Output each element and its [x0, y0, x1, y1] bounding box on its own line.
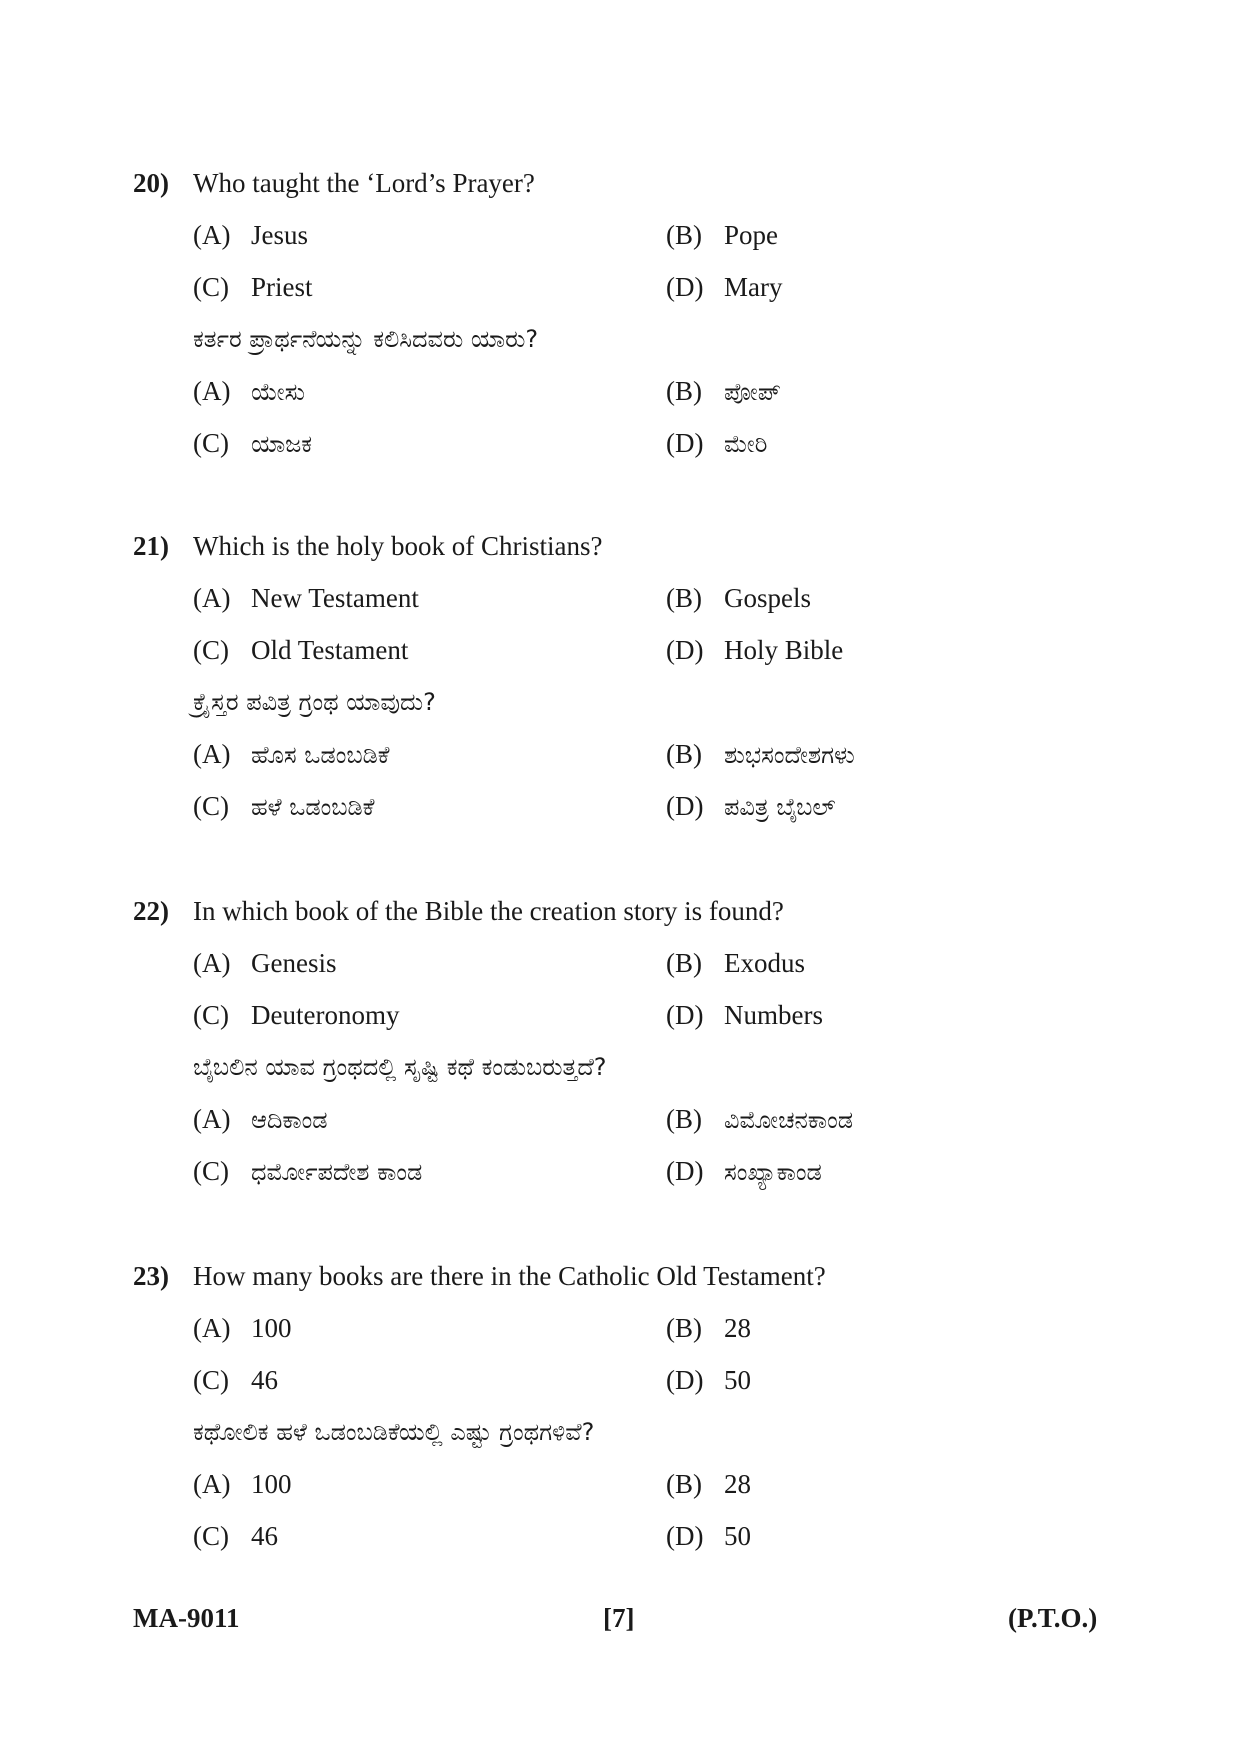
- option-row: [0, 209, 1241, 261]
- kannada-option-b: (B) ವಿಮೋಚನಕಾಂಡ: [666, 1104, 853, 1134]
- question-line: [0, 520, 1241, 572]
- kannada-option-d: (D) 50: [666, 1521, 751, 1551]
- question-text: In which book of the Bible the creation story is found?: [193, 896, 784, 926]
- option-b: (B) Pope: [666, 220, 778, 250]
- option-d: (D) Holy Bible: [666, 635, 844, 665]
- kannada-option-a: (A) ಯೇಸು: [193, 376, 305, 406]
- kannada-question-line: [0, 1041, 1241, 1093]
- kannada-option-row: [0, 1510, 1241, 1562]
- kannada-option-c: (C) ಯಾಜಕ: [193, 428, 313, 458]
- question-22: [0, 885, 1241, 1197]
- question-line: [0, 157, 1241, 209]
- kannada-option-row: [0, 1458, 1241, 1510]
- option-row: [0, 1302, 1241, 1354]
- option-row: [0, 989, 1241, 1041]
- option-row: [0, 572, 1241, 624]
- kannada-question-text: ಕ್ರೈಸ್ತರ ಪವಿತ್ರ ಗ್ರಂಥ ಯಾವುದು?: [193, 688, 436, 716]
- kannada-option-b: (B) ಶುಭಸಂದೇಶಗಳು: [666, 739, 855, 769]
- option-b: (B) Exodus: [666, 948, 805, 978]
- kannada-option-a: (A) ಹೊಸ ಒಡಂಬಡಿಕೆ: [193, 739, 390, 769]
- question-number: 23): [133, 1261, 169, 1291]
- kannada-question-text: ಕಥೋಲಿಕ ಹಳೆ ಒಡಂಬಡಿಕೆಯಲ್ಲಿ ಎಷ್ಟು ಗ್ರಂಥಗಳಿವೆ?: [193, 1418, 595, 1446]
- kannada-option-b: (B) 28: [666, 1469, 751, 1499]
- kannada-option-b: (B) ಪೋಪ್: [666, 376, 781, 406]
- kannada-option-d: (D) ಮೇರಿ: [666, 428, 768, 458]
- kannada-option-row: [0, 417, 1241, 469]
- kannada-option-a: (A) ಆದಿಕಾಂಡ: [193, 1104, 328, 1134]
- option-b: (B) 28: [666, 1313, 751, 1343]
- option-d: (D) 50: [666, 1365, 751, 1395]
- question-23: [0, 1250, 1241, 1562]
- paper-code: MA-9011: [133, 1603, 240, 1633]
- question-21: [0, 520, 1241, 832]
- question-20: [0, 157, 1241, 469]
- kannada-question-text: ಬೈಬಲಿನ ಯಾವ ಗ್ರಂಥದಲ್ಲಿ ಸೃಷ್ಟಿ ಕಥೆ ಕಂಡುಬರುತ್ತದೆ?: [193, 1053, 607, 1081]
- kannada-option-row: [0, 728, 1241, 780]
- option-a: (A) 100: [193, 1313, 292, 1343]
- kannada-question-line: [0, 676, 1241, 728]
- question-text: Who taught the ‘Lord’s Prayer?: [193, 168, 535, 198]
- option-a: (A) Genesis: [193, 948, 337, 978]
- kannada-option-c: (C) ಹಳೆ ಒಡಂಬಡಿಕೆ: [193, 791, 375, 821]
- question-number: 20): [133, 168, 169, 198]
- kannada-option-row: [0, 1093, 1241, 1145]
- kannada-option-row: [0, 1145, 1241, 1197]
- kannada-option-row: [0, 365, 1241, 417]
- kannada-question-text: ಕರ್ತರ ಪ್ರಾರ್ಥನೆಯನ್ನು ಕಲಿಸಿದವರು ಯಾರು?: [193, 325, 539, 353]
- kannada-option-row: [0, 780, 1241, 832]
- option-d: (D) Mary: [666, 272, 783, 302]
- kannada-option-a: (A) 100: [193, 1469, 292, 1499]
- kannada-question-line: [0, 1406, 1241, 1458]
- question-text: How many books are there in the Catholic Old Testament?: [193, 1261, 826, 1291]
- option-a: (A) Jesus: [193, 220, 309, 250]
- option-a: (A) New Testament: [193, 583, 419, 613]
- option-row: [0, 261, 1241, 313]
- option-row: [0, 937, 1241, 989]
- question-number: 22): [133, 896, 169, 926]
- kannada-option-d: (D) ಪವಿತ್ರ ಬೈಬಲ್: [666, 791, 836, 821]
- option-c: (C) 46: [193, 1365, 278, 1395]
- option-d: (D) Numbers: [666, 1000, 823, 1030]
- option-c: (C) Old Testament: [193, 635, 409, 665]
- question-line: [0, 885, 1241, 937]
- option-row: [0, 1354, 1241, 1406]
- option-c: (C) Deuteronomy: [193, 1000, 400, 1030]
- please-turn-over: (P.T.O.): [1008, 1603, 1098, 1633]
- page-number: [7]: [603, 1603, 635, 1633]
- option-row: [0, 624, 1241, 676]
- option-b: (B) Gospels: [666, 583, 811, 613]
- question-number: 21): [133, 531, 169, 561]
- option-c: (C) Priest: [193, 272, 313, 302]
- question-line: [0, 1250, 1241, 1302]
- kannada-option-d: (D) ಸಂಖ್ಯಾಕಾಂಡ: [666, 1156, 822, 1186]
- question-text: Which is the holy book of Christians?: [193, 531, 603, 561]
- kannada-option-c: (C) 46: [193, 1521, 278, 1551]
- kannada-option-c: (C) ಧರ್ಮೋಪದೇಶ ಕಾಂಡ: [193, 1156, 423, 1186]
- page-footer: [0, 1598, 1241, 1638]
- kannada-question-line: [0, 313, 1241, 365]
